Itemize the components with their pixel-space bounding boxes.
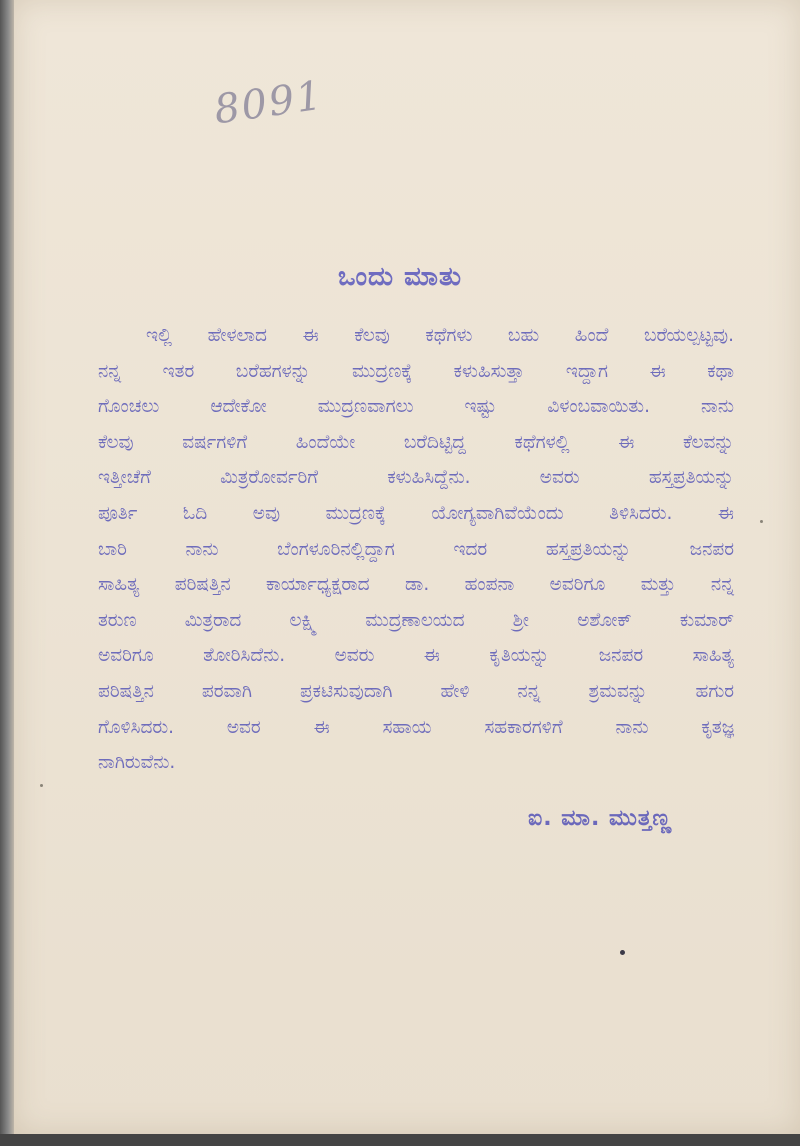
body-line: ಪರಿಷತ್ತಿನ ಪರವಾಗಿ ಪ್ರಕಟಿಸುವುದಾಗಿ ಹೇಳಿ ನನ್ನ ಶ್ರಮವನ್ನು ಹಗುರ [98, 680, 734, 702]
page-title: ಒಂದು ಮಾತು [337, 262, 463, 292]
author-signature: ಐ. ಮಾ. ಮುತ್ತಣ್ಣ [528, 806, 673, 831]
handwritten-accession-number: 8091 [211, 72, 327, 134]
paper-speck [760, 520, 763, 523]
body-line: ಕೆಲವು ವರ್ಷಗಳಿಗೆ ಹಿಂದೆಯೇ ಬರೆದಿಟ್ಟಿದ್ದ ಕಥೆಗಳಲ್ಲಿ ಈ ಕೆಲವನ್ನು [98, 431, 734, 453]
preface-body [98, 318, 734, 781]
body-line: ಸಾಹಿತ್ಯ ಪರಿಷತ್ತಿನ ಕಾರ್ಯಾಧ್ಯಕ್ಷರಾದ ಡಾ. ಹಂಪನಾ ಅವರಿಗೂ ಮತ್ತು ನನ್ನ [98, 574, 734, 596]
body-line: ಪೂರ್ತಿ ಓದಿ ಅವು ಮುದ್ರಣಕ್ಕೆ ಯೋಗ್ಯವಾಗಿವೆಯೆಂದು ತಿಳಿಸಿದರು. ಈ [98, 502, 734, 524]
body-line: ಗೊಳಿಸಿದರು. ಅವರ ಈ ಸಹಾಯ ಸಹಕಾರಗಳಿಗೆ ನಾನು ಕೃತಜ್ಞ [98, 716, 734, 738]
book-spine-edge [0, 0, 14, 1146]
body-line: ಬಾರಿ ನಾನು ಬೆಂಗಳೂರಿನಲ್ಲಿದ್ದಾಗ ಇದರ ಹಸ್ತಪ್ರತಿಯನ್ನು ಜನಪರ [98, 538, 734, 560]
body-line: ನಾಗಿರುವೆನು. [98, 752, 176, 774]
body-line: ಅವರಿಗೂ ತೋರಿಸಿದೆನು. ಅವರು ಈ ಕೃತಿಯನ್ನು ಜನಪರ ಸಾಹಿತ್ಯ [98, 645, 734, 667]
body-line: ನನ್ನ ಇತರ ಬರೆಹಗಳನ್ನು ಮುದ್ರಣಕ್ಕೆ ಕಳುಹಿಸುತ್ತಾ ಇದ್ದಾಗ ಈ ಕಥಾ [98, 360, 734, 382]
body-line: ಇತ್ತೀಚೆಗೆ ಮಿತ್ರರೋರ್ವರಿಗೆ ಕಳುಹಿಸಿದ್ದೆನು. ಅವರು ಹಸ್ತಪ್ರತಿಯನ್ನು [98, 467, 734, 489]
body-line: ತರುಣ ಮಿತ್ರರಾದ ಲಕ್ಷ್ಮಿ ಮುದ್ರಣಾಲಯದ ಶ್ರೀ ಅಶೋಕ್ ಕುಮಾರ್ [98, 609, 734, 631]
paper-speck [40, 784, 43, 787]
scan-bottom-edge [0, 1134, 800, 1146]
body-line: ಇಲ್ಲಿ ಹೇಳಲಾದ ಈ ಕೆಲವು ಕಥೆಗಳು ಬಹು ಹಿಂದೆ ಬರೆಯಲ್ಪಟ್ಟವು. [146, 325, 734, 346]
body-line: ಗೊಂಚಲು ಆದೇಕೋ ಮುದ್ರಣವಾಗಲು ಇಷ್ಟು ವಿಳಂಬವಾಯಿತು. ನಾನು [98, 396, 734, 418]
ink-dot [620, 950, 625, 955]
